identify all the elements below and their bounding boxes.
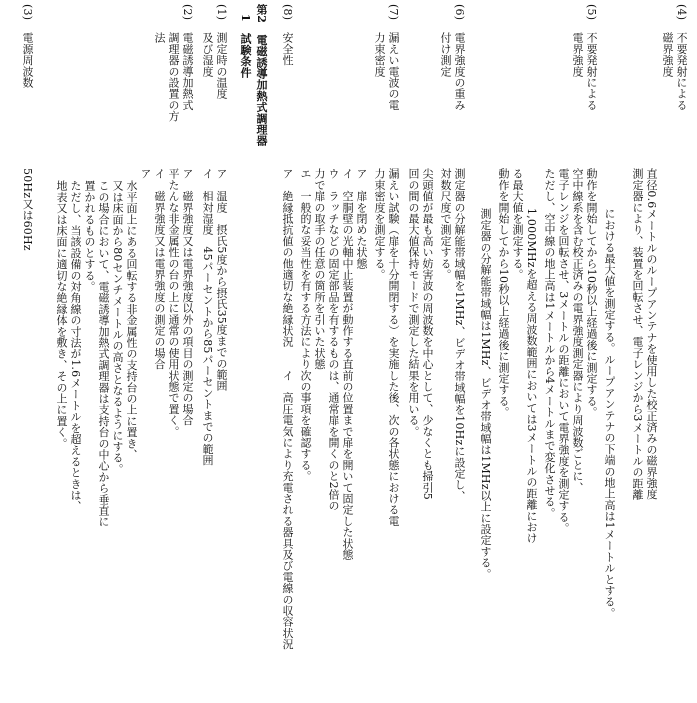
- cond-2-line-4: ア: [139, 168, 152, 191]
- item-6-line-4: 回の間の最大値保持モードで測定した結果を用いる。: [407, 168, 420, 437]
- item-7-heading: 漏えい電波の電: [387, 32, 400, 111]
- cond-2-heading-cont: 調理器の設置の方: [167, 32, 180, 122]
- cond-2-heading-cont2: 法: [153, 32, 166, 44]
- item-4-line-2: 測定器により、装置を回転させ、電子レンジから3メートルの距離: [631, 168, 644, 500]
- item-7-item-c-2: 力で扉の取手の任意の箇所を引いた状態: [313, 168, 326, 370]
- item-8-heading-num: (8): [281, 4, 294, 21]
- cond-2-line-8: 置かれるものとする。: [83, 180, 96, 292]
- item-7-item-b: イ 空胴壁の光軸中止装置が動作する直前の位置まで扉を開いて固定した状態: [341, 168, 354, 560]
- item-6-heading: 電界強度の重み: [453, 32, 466, 111]
- item-7-item-c-1: ウ ラッチなどの固定部品を有するものは、通常扉を開くのと2倍の: [327, 168, 340, 512]
- cond-2-line-7: この場合において、電磁誘導加熱式調理器は支持台の中心から垂直に: [97, 180, 110, 528]
- chapter-heading: 第2 電磁誘導加熱式調理器: [255, 4, 268, 147]
- item-5-line-4: ただし、空中線の地上高は1メートルから4メートルまで変化させる。: [543, 168, 556, 519]
- cond-1-line-1: ア 温度 摂氏5度から摂氏35度までの範囲: [215, 168, 228, 392]
- item-5-heading-num: (5): [585, 4, 598, 21]
- cond-1-heading: 測定時の温度: [215, 32, 228, 100]
- item-6-heading-num: (6): [453, 4, 466, 21]
- item-6-line-3: 尖頭値が最も高い妨害波の周波数を中心として、少なくとも掃引5: [421, 168, 434, 500]
- item-4-heading-num: (4): [675, 4, 688, 21]
- chapter-sub-heading: 1 試験条件: [239, 14, 252, 78]
- item-5-line-2: 空中線系を含む校正済みの電界強度測定器により周波数ごとに、: [571, 168, 584, 493]
- item-4-line-3: における最大値を測定する。ループアンテナの下端の地上高は1メートルとする。: [603, 208, 616, 619]
- cond-2-line-5: 水平面上にある回転する非金属性の支持台の上に置き、: [125, 180, 138, 460]
- cond-1-line-2: イ 相対湿度 45パーセントから85パーセントまでの範囲: [201, 168, 214, 466]
- item-7-heading-num: (7): [387, 4, 400, 21]
- item-5-line-6: る最大値を測定する。: [511, 168, 524, 280]
- item-8-line-1: ア 絶縁抵抗値の他適切な絶縁状況 イ 高圧電気により充電される器具及び電線の収容状況: [281, 168, 294, 650]
- item-5-heading: 不要発射による: [585, 32, 598, 111]
- cond-2-line-10: 地表又は床面に適切な絶縁体を敷き、その上に置く。: [55, 180, 68, 449]
- cond-3-heading: 電源周波数: [21, 32, 34, 88]
- item-7-heading-cont: 力束密度: [373, 32, 386, 77]
- item-7-line-1: 漏えい試験（扉を十分開閉する）を実施した後、次の各状態における電: [387, 168, 400, 527]
- item-6-line-2: 対数尺度で測定する。: [439, 168, 452, 280]
- item-5-line-8: 測定器の分解能帯域幅は1MHz、ビデオ帯域幅は1MHz以上に設定する。: [479, 208, 492, 580]
- cond-2-num: (2): [181, 4, 194, 21]
- cond-2-line-3: イ 磁界強度又は電界強度の測定の場合: [153, 168, 166, 370]
- cond-2-line-9: ただし、当該設備の対角線の寸法が1.6メートルを超えるときは、: [69, 180, 82, 512]
- item-7-item-d: エ 一般的な妥当性を有する方法により次の事項を確認する。: [299, 168, 312, 482]
- item-5-line-3: 電子レンジを回転させ、3メートルの距離において電界強度を測定する。: [557, 168, 570, 534]
- item-7-item-a: ア 扉を閉めた状態: [355, 168, 368, 269]
- item-4-heading: 不要発射による: [675, 32, 688, 111]
- item-5-line-7: 動作を開始してから10秒以上経過後に測定する。: [497, 168, 510, 418]
- item-7-line-2: 力束密度を測定する。: [373, 168, 386, 280]
- cond-3-num: (3): [21, 4, 34, 21]
- item-5-heading-cont: 電界強度: [571, 32, 584, 77]
- cond-2-heading: 電磁誘導加熱式: [181, 32, 194, 111]
- item-4-heading-cont: 磁界強度: [661, 32, 674, 77]
- item-6-heading-cont: 付け測定: [439, 32, 452, 77]
- item-5-line-1: 動作を開始してから10秒以上経過後に測定する。: [585, 168, 598, 418]
- item-6-line-1: 測定器の分解能帯域幅を1MHz、ビデオ帯域幅を10Hzに設定し、: [453, 168, 466, 502]
- item-5-line-5: 1,000MHzを超える周波数範囲においては3メートルの距離におけ: [525, 208, 538, 544]
- cond-2-line-2: 平たんな非金属性の台の上に通常の使用状態で置く。: [167, 168, 180, 437]
- item-4-line-1: 直径0.6メートルのループアンテナを使用した校正済みの磁界強度: [645, 168, 658, 500]
- cond-1-num: (1): [215, 4, 228, 21]
- cond-3-line-1: 50Hz又は60Hz: [21, 168, 34, 251]
- cond-1-heading-cont: 及び湿度: [201, 32, 214, 77]
- item-8-heading: 安全性: [281, 32, 294, 66]
- cond-2-line-6: 又は床面から80センチメートルの高さとなるようにする。: [111, 180, 124, 475]
- cond-2-line-1: ア 磁界強度又は電界強度以外の項目の測定の場合: [181, 168, 194, 426]
